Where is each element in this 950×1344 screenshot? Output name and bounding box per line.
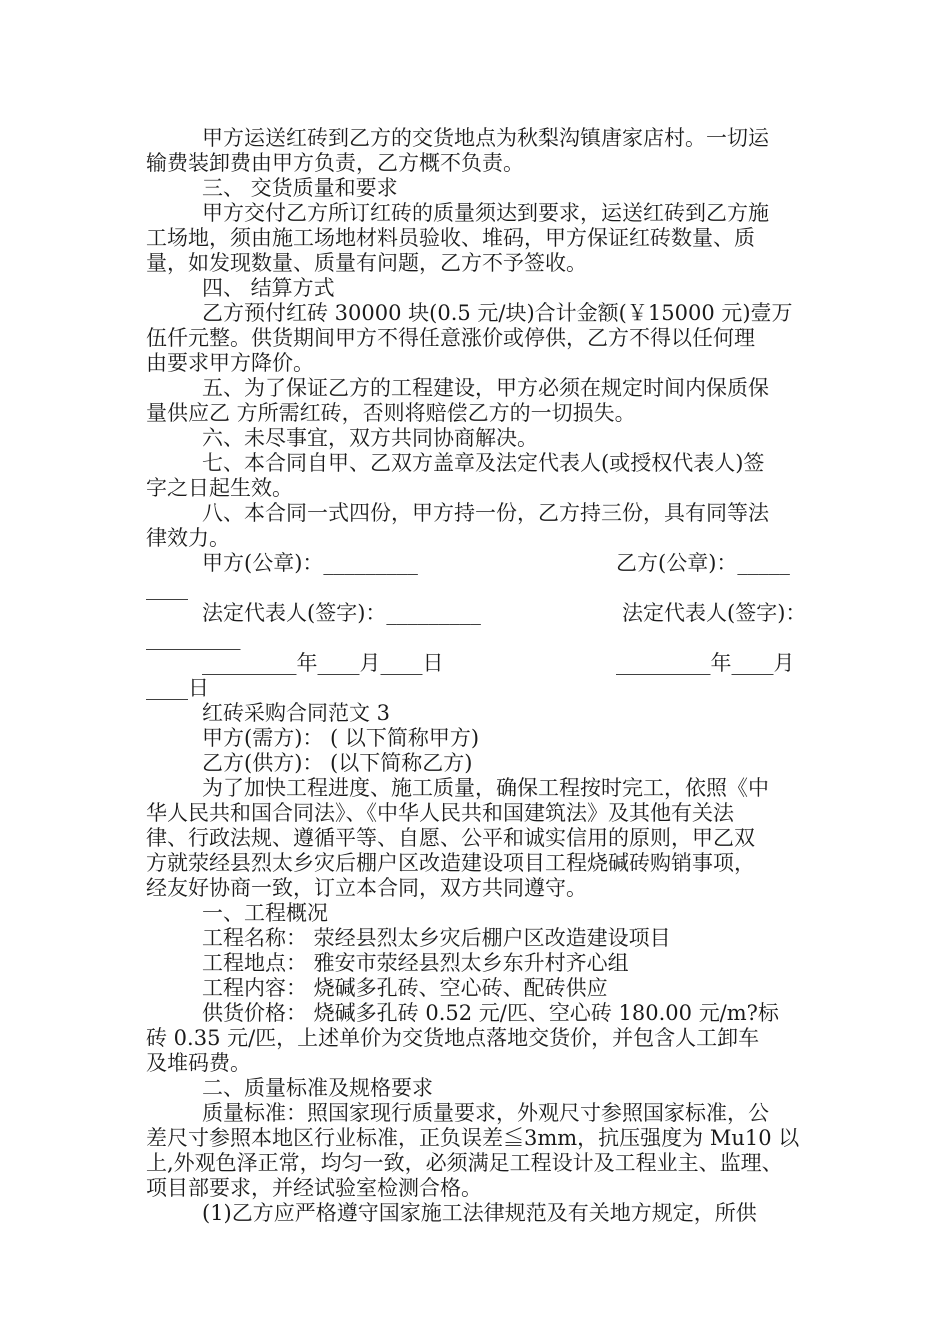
party-b-representative-cont: _________ (146, 626, 241, 650)
text-line: 五、为了保证乙方的工程建设，甲方必须在规定时间内保质保 (202, 376, 769, 400)
text-line: 工场地，须由施工场地材料员验收、堆码，甲方保证红砖数量、质 (146, 226, 755, 250)
text-line: 及堆码费。 (146, 1051, 251, 1075)
party-a-line: 甲方(需方)： ( 以下简称甲方) (202, 726, 480, 750)
text-line: 为了加快工程进度、施工质量，确保工程按时完工，依照《中 (202, 776, 769, 800)
text-line: 砖 0.35 元/匹，上述单价为交货地点落地交货价，并包含人工卸车 (146, 1026, 760, 1050)
section-heading: 一、工程概况 (202, 901, 328, 925)
text-line: 由要求甲方降价。 (146, 351, 314, 375)
text-line: 项目部要求，并经试验室检测合格。 (146, 1176, 482, 1200)
party-a-seal: 甲方(公章)：_________ (202, 551, 418, 575)
text-line: 甲方交付乙方所订红砖的质量须达到要求，运送红砖到乙方施 (202, 201, 769, 225)
text-line: 量，如发现数量、质量有问题，乙方不予签收。 (146, 251, 587, 275)
text-line: 量供应乙 方所需红砖，否则将赔偿乙方的一切损失。 (146, 401, 636, 425)
party-b-representative: 法定代表人(签字)： (622, 601, 807, 625)
text-line: (1)乙方应严格遵守国家施工法律规范及有关地方规定，所供 (202, 1201, 757, 1225)
text-line: 方就荥经县烈太乡灾后棚户区改造建设项目工程烧碱砖购销事项， (146, 851, 755, 875)
party-b-seal-cont: ____ (146, 576, 188, 600)
text-line: 华人民共和国合同法》、《中华人民共和国建筑法》及其他有关法 (146, 801, 734, 825)
text-line: 经友好协商一致，订立本合同，双方共同遵守。 (146, 876, 587, 900)
project-location: 工程地点： 雅安市荥经县烈太乡东升村齐心组 (202, 951, 629, 975)
section-heading: 三、 交货质量和要求 (202, 176, 398, 200)
text-line: 六、未尽事宜，双方共同协商解决。 (202, 426, 538, 450)
text-line: 上,外观色泽正常，均匀一致，必须满足工程设计及工程业主、监理、 (146, 1151, 783, 1175)
party-a-representative: 法定代表人(签字)：_________ (202, 601, 481, 625)
party-a-date: _________年____月____日 (202, 651, 444, 675)
text-line: 律效力。 (146, 526, 230, 550)
text-line: 乙方预付红砖 30000 块(0.5 元/块)合计金额(￥15000 元)壹万 (202, 301, 793, 325)
text-line: 律、行政法规、遵循平等、自愿、公平和诚实信用的原则，甲乙双 (146, 826, 755, 850)
project-content: 工程内容： 烧碱多孔砖、空心砖、配砖供应 (202, 976, 608, 1000)
party-b-date-cont: ____日 (146, 676, 209, 700)
party-b-line: 乙方(供方)： (以下简称乙方) (202, 751, 473, 775)
document-title: 红砖采购合同范文 3 (202, 701, 391, 725)
text-line: 七、本合同自甲、乙双方盖章及法定代表人(或授权代表人)签 (202, 451, 765, 475)
text-line: 字之日起生效。 (146, 476, 293, 500)
text-line: 伍仟元整。供货期间甲方不得任意涨价或停供，乙方不得以任何理 (146, 326, 755, 350)
supply-price: 供货价格： 烧碱多孔砖 0.52 元/匹、空心砖 180.00 元/m?标 (202, 1001, 779, 1025)
section-heading: 二、质量标准及规格要求 (202, 1076, 433, 1100)
section-heading: 四、 结算方式 (202, 276, 335, 300)
text-line: 八、本合同一式四份，甲方持一份，乙方持三份，具有同等法 (202, 501, 769, 525)
party-b-date: _________年____月 (616, 651, 795, 675)
text-line: 甲方运送红砖到乙方的交货地点为秋梨沟镇唐家店村。一切运 (202, 126, 769, 150)
party-b-seal: 乙方(公章)：_____ (616, 551, 790, 575)
text-line: 质量标准：照国家现行质量要求，外观尺寸参照国家标准，公 (202, 1101, 769, 1125)
text-line: 输费装卸费由甲方负责，乙方概不负责。 (146, 151, 524, 175)
project-name: 工程名称： 荥经县烈太乡灾后棚户区改造建设项目 (202, 926, 671, 950)
text-line: 差尺寸参照本地区行业标准，正负误差≦3mm，抗压强度为 Mu10 以 (146, 1126, 800, 1150)
